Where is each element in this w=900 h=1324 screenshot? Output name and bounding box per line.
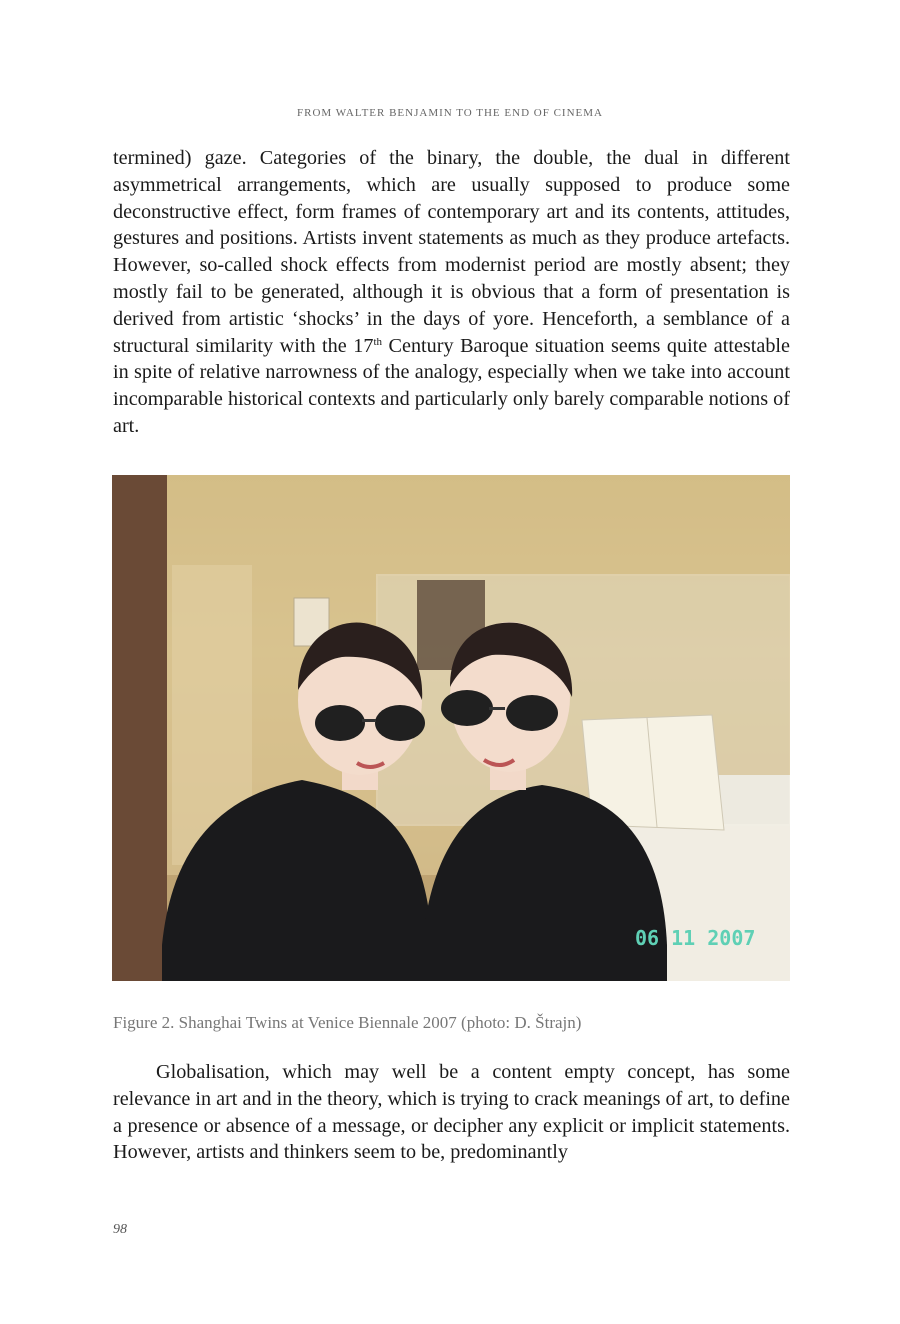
brick-wall — [112, 475, 167, 981]
body-paragraph-1 — [113, 145, 790, 440]
figure-photo — [112, 475, 790, 981]
figure-caption: Figure 2. Shanghai Twins at Venice Biennale 2007 (photo: D. Štrajn) — [113, 1013, 582, 1032]
paragraph-1-text-a: termined) gaze. Categories of the binary, the double, the dual in different asymmetrical arrangements, which are usually supposed to produce some deconstructive effect, form frames of contemporary art and its contents, attitudes, gestures and positions. Artists invent statements as much as they produce artefacts. However, so-called shock effects from modernist period are mostly absent; they mostly fail to be generated, although it is obvious that a form of presentation is derived from artistic ‘shocks’ in the days of yore. Henceforth, a semblance of a structural similarity with the 17 — [113, 147, 790, 357]
body-paragraph-2: Globalisation, which may well be a content empty concept, has some relevance in art and in the theory, which is trying to crack meanings of art, to define a presence or absence of a message, or decipher any explicit or implicit statements. However, artists and thinkers seem to be, predominantly — [113, 1061, 790, 1164]
photo-illustration — [112, 475, 790, 981]
page-number: 98 — [113, 1222, 127, 1237]
photo-date-stamp: 06 11 2007 — [635, 926, 756, 950]
ordinal-superscript: th — [373, 335, 382, 348]
paragraph-1-text-b: Century Baroque situation seems quite attestable in spite of relative narrowness of the analogy, especially when we take into account incomparable historical contexts and particularly only barely comparable notions of art. — [113, 334, 790, 437]
running-header: FROM WALTER BENJAMIN TO THE END OF CINEMA — [297, 107, 603, 119]
